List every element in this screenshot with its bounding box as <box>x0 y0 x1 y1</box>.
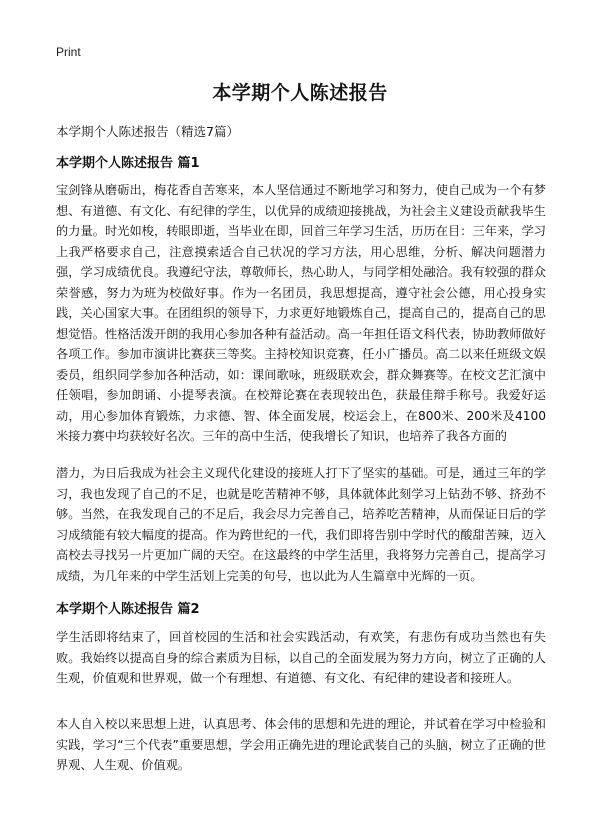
document-subtitle: 本学期个人陈述报告（精选7篇） <box>56 124 239 139</box>
print-link[interactable]: Print <box>56 45 81 59</box>
section-1-paragraph-2: 潜力，为日后我成为社会主义现代化建设的接班人打下了坚实的基础。可是，通过三年的学习，我也发现了自己的不足，也就是吃苦精神不够，具体就体此刻学习上钻劲不够、挤劲不够。当然，在我发现自己的不足后，我会尽力完善自己，培养吃苦精神，从而保证日后的学习成绩能有较大幅度的提高。作为跨世纪的一代，我们即将告别中学时代的酸甜苦辣，迈入高校去寻找另一片更加广阔的天空。在这最终的中学生活里，我将努力完善自己，提高学习成绩，为几年来的中学生活划上完美的句号，也以此为人生篇章中光辉的一页。 <box>56 466 546 583</box>
page-title: 本学期个人陈述报告 <box>212 82 388 104</box>
section-1-paragraph-1: 宝剑锋从磨砺出，梅花香自苦寒来，本人坚信通过不断地学习和努力，使自己成为一个有梦想、有道德、有文化、有纪律的学生，以优异的成绩迎接挑战，为社会主义建设贡献我毕生的力量。时光如梭，转眼即逝，当毕业在即，回首三年学习生活，历历在目：三年来，学习上我严格要求自己，注意摸索适合自己状况的学习方法，用心思维，分析、解决问题潜力强，学习成绩优良。我遵纪守法，尊敬师长，热心助人，与同学相处融洽。我有较强的群众荣誉感，努力为班为校做好事。作为一名团员，我思想提高，遵守社会公德，用心投身实践，关心国家大事。在团组织的领导下，力求更好地锻炼自己，提高自己的，提高自己的思想觉悟。性格活泼开朗的我用心参加各种有益活动。高一年担任语文科代表，协助教师做好各项工作。参加市演讲比赛获三等奖。主持校知识竞赛，任小广播员。高二以来任班级文娱委员，组织同学参加各种活动，如：课间歌咏，班级联欢会，群众舞赛等。在校文艺汇演中任领唱，参加朗诵、小提琴表演。在校辩论赛在表现较出色，获最佳辩手称号。我爱好运动，用心参加体育锻炼，力求德、智、体全面发展，校运会上，在800米、200米及4100米接力赛中均获较好名次。三年的高中生活，使我增长了知识，也培养了我各方面的 <box>56 183 546 443</box>
section-heading-1: 本学期个人陈述报告 篇1 <box>56 156 200 171</box>
section-2-paragraph-2: 本人自入校以来思想上进，认真思考、体会伟的思想和先进的理论，并试着在学习中检验和实践，学习“三个代表”重要思想，学会用正确先进的理论武装自己的头脑，树立了正确的世界观、人生观、价值观。 <box>56 717 546 772</box>
section-2-paragraph-1: 学生活即将结束了，回首校园的生活和社会实践活动，有欢笑，有悲伤有成功当然也有失败。我始终以提高自身的综合素质为目标，以自己的全面发展为努力方向，树立了正确的人生观，价值观和世界观，做一个有理想、有道德、有文化、有纪律的建设者和接班人。 <box>56 630 546 685</box>
section-heading-2: 本学期个人陈述报告 篇2 <box>56 602 200 617</box>
